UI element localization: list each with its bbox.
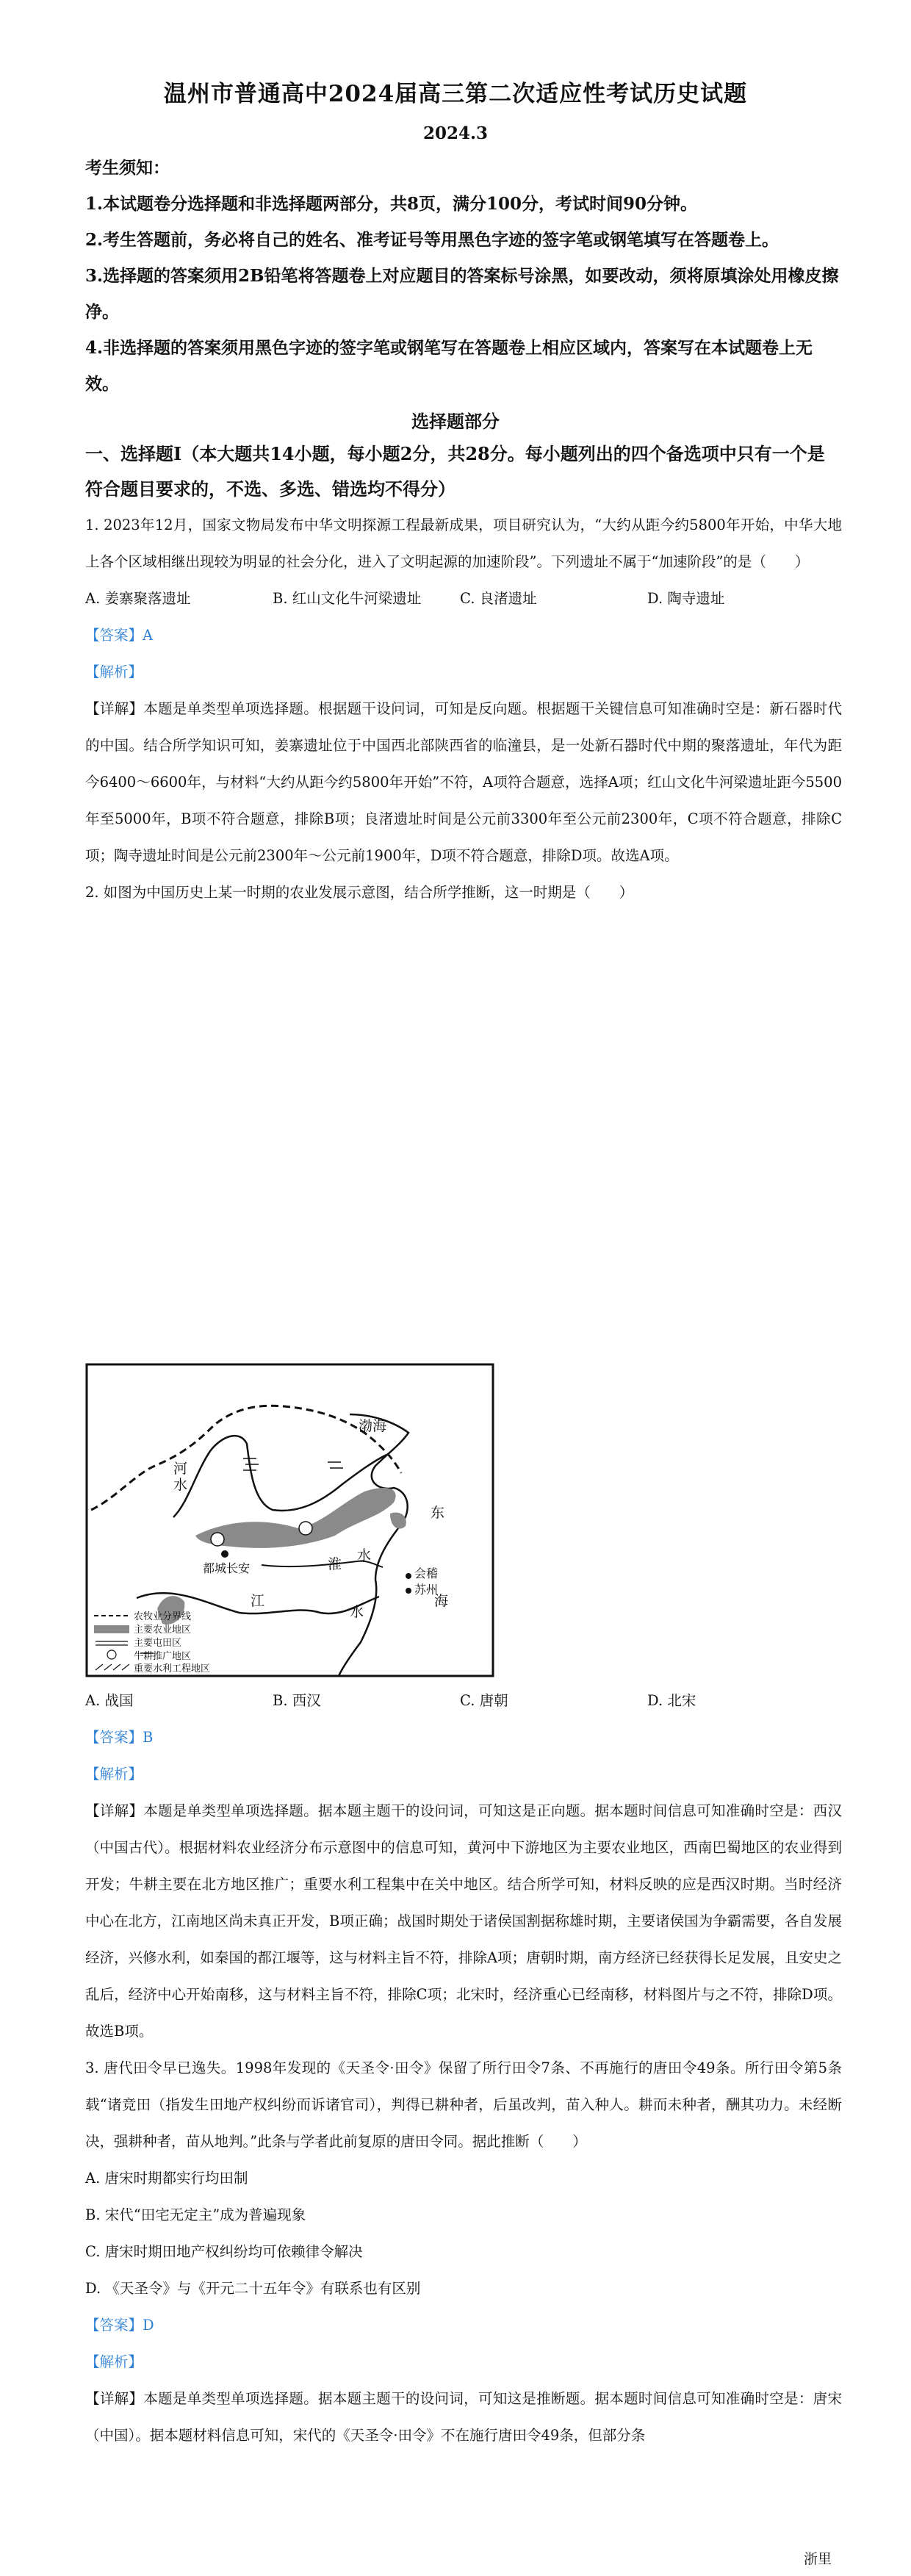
option-b: B. 红山文化牛河梁遗址 [273,590,422,607]
section-title: 选择题部分 [411,411,500,432]
option-c: C. 良渚遗址 [460,590,537,607]
analysis-label: 【解析】 [85,663,143,680]
map-label: 海 [434,1593,449,1609]
notice-item: 3.选择题的答案须用2B铅笔将答题卷上对应题目的答案标号涂黑，如要改动，须将原填涂处用橡皮擦净。 [85,266,839,322]
option-c: C. 唐朝 [460,1692,508,1709]
question-1-block [85,436,842,911]
map-label: 东 [431,1505,445,1521]
notice-block [85,150,842,402]
map-label: 苏州 [414,1583,439,1597]
option-a: A. 战国 [85,1692,134,1709]
legend-item: 农牧业分界线 [134,1611,192,1622]
exam-date: 2024.3 [422,123,489,143]
option-b: B. 宋代“田宅无定主”成为普遍现象 [85,2206,306,2223]
city-marker [406,1573,411,1579]
legend-item: 重要水利工程地区 [134,1663,211,1674]
map-label: 水 [350,1604,364,1620]
option-d: D. 《天圣令》与《开元二十五年令》有联系也有区别 [85,2280,421,2297]
map-label: 河 [173,1461,188,1477]
notice-item: 1.本试题卷分选择题和非选择题两部分，共8页，满分100分，考试时间90分钟。 [85,194,698,214]
map-label: 水 [173,1477,188,1493]
analysis-label: 【解析】 [85,2353,143,2370]
question-stem: 1. 2023年12月，国家文物局发布中华文明探源工程最新成果，项目研究认为，“大约从距今约5800年开始，中华大地上各个区域相继出现较为明显的社会分化，进入了文明起源的加速阶段”。下列遗址不属于“加速阶段”的是（ ） [85,517,842,570]
option-d: D. 陶寺遗址 [647,590,725,607]
section-heading: 一、选择题Ⅰ（本大题共14小题，每小题2分，共28分。每小题列出的四个备选项中只有一个是符合题目要求的，不选、多选、错选均不得分） [85,443,825,500]
map-label: 水 [357,1547,372,1564]
question-stem: 3. 唐代田令早已逸失。1998年发现的《天圣令·田令》保留了所行田令7条、不再施行的唐田令49条。所行田令第5条载“诸竞田（指发生田地产权纠纷而诉诸官司），判得已耕种者，后虽改判，苗入种人。耕而未种者，酬其功力。未经断决，强耕种者，苗从地判。”此条与学者此前复原的唐田令同。据此推断（ ） [85,2059,842,2150]
map-label: 渤海 [359,1418,387,1434]
option-a: A. 姜寨聚落遗址 [85,590,191,607]
question-2-answer-block [85,1683,842,2454]
question-stem: 2. 如图为中国历史上某一时期的农业发展示意图，结合所学推断，这一时期是（ ） [85,884,634,901]
notice-item: 2.考生答题前，务必将自己的姓名、准考证号等用黑色字迹的签字笔或钢笔填写在答题卷上。 [85,230,779,250]
question-options [85,580,842,617]
legend-item: 主要屯田区 [134,1638,182,1649]
notice-heading: 考生须知： [85,158,170,178]
analysis-label: 【解析】 [85,1766,143,1782]
option-b: B. 西汉 [273,1692,321,1709]
agriculture-map [85,1363,494,1677]
option-c: C. 唐宋时期田地产权纠纷均可依赖律令解决 [85,2243,363,2260]
city-marker [406,1588,411,1594]
answer-label: 【答案】B [85,1729,154,1746]
notice-item: 4.非选择题的答案须用黑色字迹的签字笔或钢笔写在答题卷上相应区域内，答案写在本试题卷上无效。 [85,338,813,394]
analysis-text: 【详解】本题是单类型单项选择题。根据题干设问词，可知是反向题。根据题干关键信息可知准确时空是：新石器时代的中国。结合所学知识可知，姜寨遗址位于中国西北部陕西省的临潼县，是一处新石器时代中期的聚落遗址，年代为距今6400～6600年，与材料“大约从距今约5800年开始”不符，A项符合题意，选择A项；红山文化牛河梁遗址距今5500年至5000年，B项不符合题意，排除B项；良渚遗址时间是公元前3300年至公元前2300年，C项不符合题意，排除C项；陶寺遗址时间是公元前2300年～公元前1900年，D项不符合题意，排除D项。故选A项。 [85,700,842,864]
analysis-text: 【详解】本题是单类型单项选择题。据本题主题干的设问词，可知这是正向题。据本题时间信息可知准确时空是：西汉（中国古代）。根据材料农业经济分布示意图中的信息可知，黄河中下游地区为主要农业地区，西南巴蜀地区的农业得到开发；牛耕主要在北方地区推广；重要水利工程集中在关中地区。结合所学可知，材料反映的应是西汉时期。当时经济中心在北方，江南地区尚未真正开发，B项正确；战国时期处于诸侯国割据称雄时期，主要诸侯国为争霸需要，各自发展经济，兴修水利，如秦国的都江堰等，这与材料主旨不符，排除A项；唐朝时期，南方经济已经获得长足发展，且安史之乱后，经济中心开始南移，这与材料主旨不符，排除C项；北宋时，经济重心已经南移，材料图片与之不符，排除D项。故选B项。 [85,1802,842,2040]
option-a: A. 唐宋时期都实行均田制 [85,2170,248,2187]
map-label: 会稽 [414,1566,439,1580]
map-label: 都城长安 [203,1561,251,1575]
map-label: 淮 [328,1556,342,1572]
option-d: D. 北宋 [647,1692,696,1709]
capital-marker [221,1550,228,1558]
legend-item: 牛耕推广地区 [134,1651,192,1662]
question-options [85,1683,842,1719]
analysis-text: 【详解】本题是单类型单项选择题。据本题主题干的设问词，可知这是推断题。据本题时间信息可知准确时空是：唐宋（中国）。据本题材料信息可知，宋代的《天圣令·田令》不在施行唐田令49条，但部分条 [85,2390,842,2444]
answer-label: 【答案】D [85,2317,154,2334]
exam-title: 温州市普通高中2024届高三第二次适应性考试历史试题 [163,81,748,107]
page-footer: 浙里 [803,2551,832,2567]
answer-label: 【答案】A [85,627,154,644]
map-label: 江 [251,1593,265,1609]
legend-item: 主要农业地区 [134,1625,192,1636]
